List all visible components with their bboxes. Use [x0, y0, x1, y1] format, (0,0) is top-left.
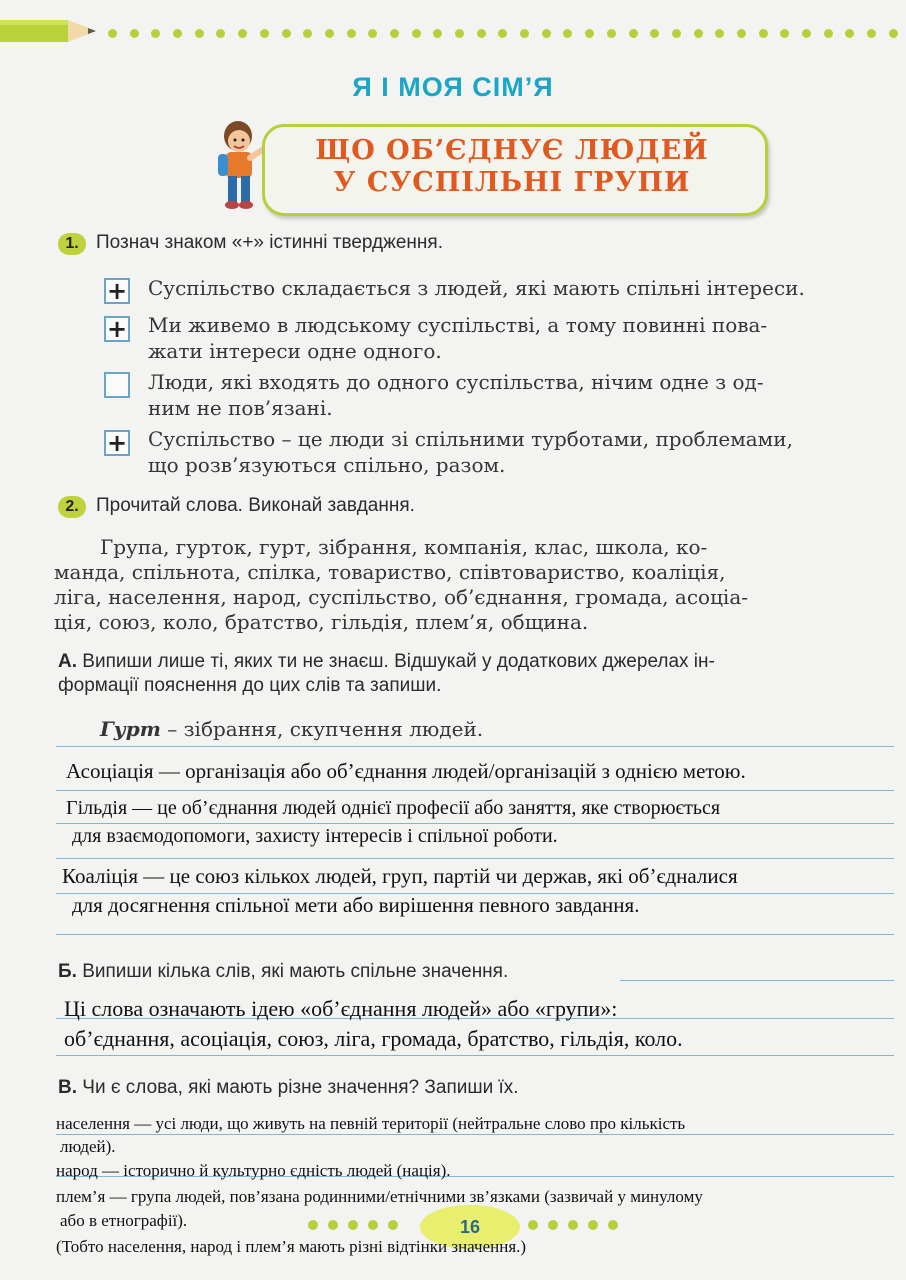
- statement-checkbox-1[interactable]: +: [104, 278, 130, 304]
- statement-2-line2: жати інтереси одне одного.: [148, 339, 442, 363]
- task1-instruction: Познач знаком «+» істинні твердження.: [96, 232, 443, 253]
- lesson-title-line1: ЩО ОБ’ЄДНУЄ ЛЮДЕЙ: [315, 135, 709, 166]
- part-a-letter: А.: [58, 651, 77, 672]
- statement-checkbox-4[interactable]: +: [104, 430, 130, 456]
- example-definition: – зібрання, скупчення людей.: [160, 717, 484, 741]
- statement-4-line2: що розв’язуються спільно, разом.: [148, 453, 506, 477]
- part-b-text: Випиши кілька слів, які мають спільне значення.: [82, 961, 509, 982]
- statement-1-line1: Суспільство складається з людей, які мають спільні інтереси.: [148, 276, 805, 300]
- top-dotted-line: [108, 26, 898, 40]
- part-v-instruction: [58, 1076, 519, 1100]
- answer-b-2: об’єднання, асоціація, союз, ліга, громада, братство, гільдія, коло.: [64, 1026, 683, 1051]
- part-a-line2: формації пояснення до цих слів та запиши.: [58, 675, 442, 696]
- task2-instruction: Прочитай слова. Виконай завдання.: [96, 495, 415, 516]
- writing-line: [56, 823, 894, 824]
- statement-3-line1: Люди, які входять до одного суспільства, нічим одне з од-: [148, 370, 764, 394]
- answer-v-2: людей).: [60, 1137, 116, 1156]
- part-v-text: Чи є слова, які мають різне значення? Запиши їх.: [82, 1077, 519, 1098]
- page-number: 16: [420, 1205, 520, 1249]
- pencil-icon: [0, 14, 100, 48]
- part-b-letter: Б.: [58, 961, 77, 982]
- writing-line: [56, 790, 894, 791]
- task1-number: 1.: [58, 233, 86, 255]
- writing-line: [56, 746, 894, 747]
- writing-line: [56, 858, 894, 859]
- part-a-example: [100, 716, 483, 742]
- statement-4-line1: Суспільство – це люди зі спільними турботами, проблемами,: [148, 427, 793, 451]
- answer-v-1: населення — усі люди, що живуть на певній території (нейтральне слово про кількість: [56, 1114, 686, 1133]
- answer-v-6: (Тобто населення, народ і плем’я мають різні відтінки значення.): [56, 1237, 527, 1256]
- writing-line: [56, 934, 894, 935]
- answer-a-5: для досягнення спільної мети або вирішення певного завдання.: [72, 893, 640, 917]
- answer-v-5: або в етнографії).: [60, 1211, 188, 1230]
- example-word: Гурт: [100, 717, 161, 741]
- statement-checkbox-2[interactable]: +: [104, 316, 130, 342]
- answer-a-2: Гільдія — це об’єднання людей однієї професії або заняття, яке створюється: [66, 797, 721, 819]
- lesson-title-line2: У СУСПІЛЬНІ ГРУПИ: [333, 167, 691, 198]
- word-list: [54, 535, 902, 635]
- answer-a-4: Коаліція — це союз кількох людей, груп, партій чи держав, які об’єдналися: [62, 864, 738, 888]
- answer-v-3: народ — історично й культурно єдність людей (нація).: [56, 1161, 451, 1180]
- part-b-instruction: [58, 960, 508, 984]
- writing-line: [620, 980, 894, 981]
- word-list-line: манда, спільнота, спілка, товариство, співтовариство, коаліція,: [54, 560, 726, 584]
- writing-line: [56, 1055, 894, 1056]
- answer-v-4: плем’я — група людей, пов’язана родинними/етнічними зв’язками (зазвичай у минулому: [56, 1187, 703, 1206]
- bottom-dots-left: [308, 1218, 398, 1232]
- word-list-line: ція, союз, коло, братство, гільдія, плем’я, община.: [54, 610, 589, 634]
- statement-checkbox-3[interactable]: [104, 372, 130, 398]
- word-list-line: Група, гурток, гурт, зібрання, компанія, клас, школа, ко-: [100, 535, 708, 559]
- answer-b-1: Ці слова означають ідею «об’єднання людей» або «групи»:: [64, 996, 618, 1021]
- answer-a-1: Асоціація — організація або об’єднання людей/організацій з однією метою.: [66, 759, 746, 783]
- part-a-instruction: [58, 650, 903, 698]
- statement-3-line2: ним не пов’язані.: [148, 396, 333, 420]
- writing-line: [56, 1134, 894, 1135]
- lesson-title: [262, 135, 762, 199]
- section-title: Я І МОЯ СІМ’Я: [352, 72, 554, 102]
- part-a-line1: Випиши лише ті, яких ти не знаєш. Відшукай у додаткових джерелах ін-: [82, 651, 715, 672]
- bottom-dots-right: [528, 1218, 618, 1232]
- answer-a-3: для взаємодопомоги, захисту інтересів і спільної роботи.: [72, 825, 558, 847]
- word-list-line: ліга, населення, народ, суспільство, об’єднання, громада, асоціа-: [54, 585, 749, 609]
- task2-number: 2.: [58, 496, 86, 518]
- statement-2-line1: Ми живемо в людському суспільстві, а тому повинні пова-: [148, 313, 768, 337]
- part-v-letter: В.: [58, 1077, 77, 1098]
